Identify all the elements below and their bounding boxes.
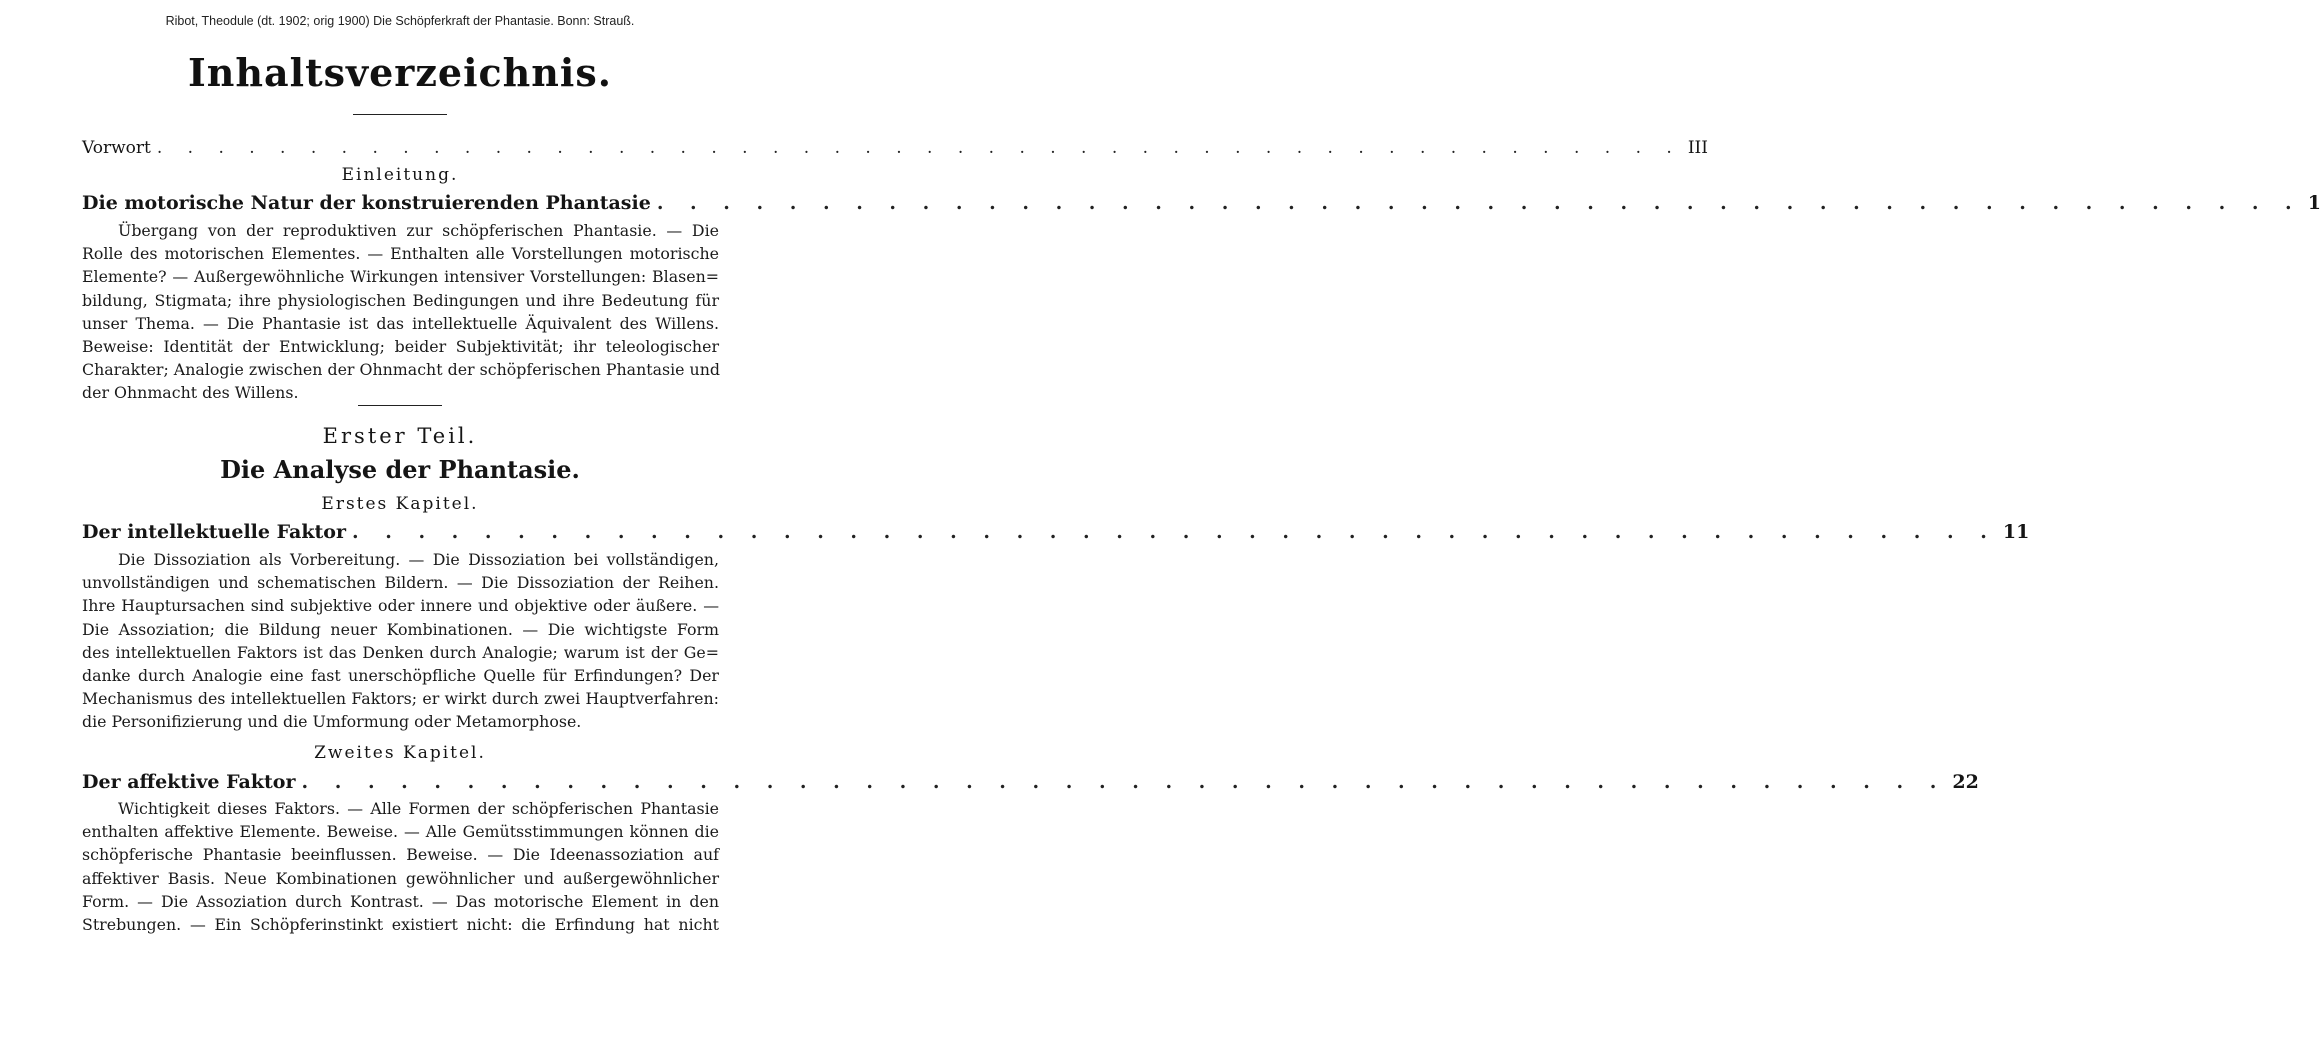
summary-line: danke durch Analogie eine fast unerschöpfliche Quelle für Erfindungen? Der	[82, 666, 719, 686]
summary-chapter-1	[82, 548, 719, 734]
toc-entry-label: Der intellektuelle Faktor	[82, 521, 346, 543]
toc-entry-einleitung	[82, 192, 2321, 216]
leader-dots: . . . . . . . . . . . . . . . . . . . . . . . . . . . . . . . . . . . . . . . . . . . . . . . . . .	[156, 138, 1682, 158]
toc-page-number: III	[1687, 138, 1708, 158]
summary-line: enthalten affektive Elemente. Beweise. — Alle Gemütsstimmungen können die	[82, 822, 719, 842]
summary-chapter-2	[82, 797, 719, 936]
summary-line: Ihre Hauptursachen sind subjektive oder innere und objektive oder äußere. —	[82, 596, 719, 616]
summary-line: Übergang von der reproduktiven zur schöpferischen Phantasie. — Die	[118, 221, 719, 240]
summary-line: Form. — Die Assoziation durch Kontrast. — Das motorische Element in den	[82, 891, 719, 911]
summary-line: Beweise: Identität der Entwicklung; beider Subjektivität; ihr teleologischer	[82, 337, 719, 357]
summary-line: unvollständigen und schematischen Bildern. — Die Dissoziation der Reihen.	[82, 573, 719, 593]
summary-line: Strebungen. — Ein Schöpferinstinkt existiert nicht: die Erfindung hat nicht	[82, 915, 719, 935]
toc-entry-chapter-2	[82, 771, 1979, 795]
summary-line: Elemente? — Außergewöhnliche Wirkungen intensiver Vorstellungen: Blasen=	[82, 267, 719, 287]
summary-line: unser Thema. — Die Phantasie ist das intellektuelle Äquivalent des Willens.	[82, 313, 719, 333]
summary-line: des intellektuellen Faktors ist das Denken durch Analogie; warum ist der Ge=	[82, 642, 719, 662]
leader-dots: . . . . . . . . . . . . . . . . . . . . . . . . . . . . . . . . . . . . . . . . . . . . . . . . . .	[656, 192, 2302, 214]
toc-entry-chapter-1	[82, 521, 2030, 545]
leader-dots: . . . . . . . . . . . . . . . . . . . . . . . . . . . . . . . . . . . . . . . . . . . . . . . . . .	[351, 521, 1997, 543]
page-title: Inhaltsverzeichnis.	[188, 50, 612, 95]
part-heading: Erster Teil.	[322, 424, 478, 448]
citation-header: Ribot, Theodule (dt. 1902; orig 1900) Die Schöpferkraft der Phantasie. Bonn: Strauß.	[165, 14, 635, 28]
section-divider	[358, 405, 442, 406]
toc-entry-label: Vorwort	[82, 138, 151, 158]
summary-line: Die Assoziation; die Bildung neuer Kombinationen. — Die wichtigste Form	[82, 619, 719, 639]
toc-entry-vorwort	[82, 138, 1708, 162]
toc-entry-label: Der affektive Faktor	[82, 771, 296, 793]
summary-line: bildung, Stigmata; ihre physiologischen Bedingungen und ihre Bedeutung für	[82, 290, 719, 310]
summary-line: die Personifizierung und die Umformung oder Metamorphose.	[82, 712, 582, 732]
toc-page-number: 22	[1952, 771, 1979, 793]
part-title: Die Analyse der Phantasie.	[220, 455, 580, 484]
title-divider	[353, 114, 447, 115]
summary-line: Charakter; Analogie zwischen der Ohnmacht der schöpferischen Phantasie und	[82, 360, 720, 380]
summary-line: Mechanismus des intellektuellen Faktors; er wirkt durch zwei Hauptverfahren:	[82, 689, 719, 709]
chapter-heading-2: Zweites Kapitel.	[314, 743, 486, 763]
summary-line: Rolle des motorischen Elementes. — Enthalten alle Vorstellungen motorische	[82, 244, 719, 264]
section-heading-einleitung: Einleitung.	[341, 165, 459, 185]
toc-entry-label: Die motorische Natur der konstruierenden Phantasie	[82, 192, 651, 214]
summary-line: Wichtigkeit dieses Faktors. — Alle Formen der schöpferischen Phantasie	[118, 799, 719, 818]
summary-line: Die Dissoziation als Vorbereitung. — Die Dissoziation bei vollständigen,	[118, 550, 719, 569]
summary-line: der Ohnmacht des Willens.	[82, 383, 299, 403]
chapter-heading-1: Erstes Kapitel.	[321, 494, 479, 514]
leader-dots: . . . . . . . . . . . . . . . . . . . . . . . . . . . . . . . . . . . . . . . . . . . . . . . . . .	[301, 771, 1947, 793]
summary-einleitung	[82, 219, 719, 405]
summary-line: schöpferische Phantasie beeinflussen. Beweise. — Die Ideenassoziation auf	[82, 845, 719, 865]
summary-line: affektiver Basis. Neue Kombinationen gewöhnlicher und außergewöhnlicher	[82, 868, 719, 888]
toc-page-number: 11	[2002, 521, 2030, 543]
toc-page-number: 1	[2307, 192, 2321, 214]
